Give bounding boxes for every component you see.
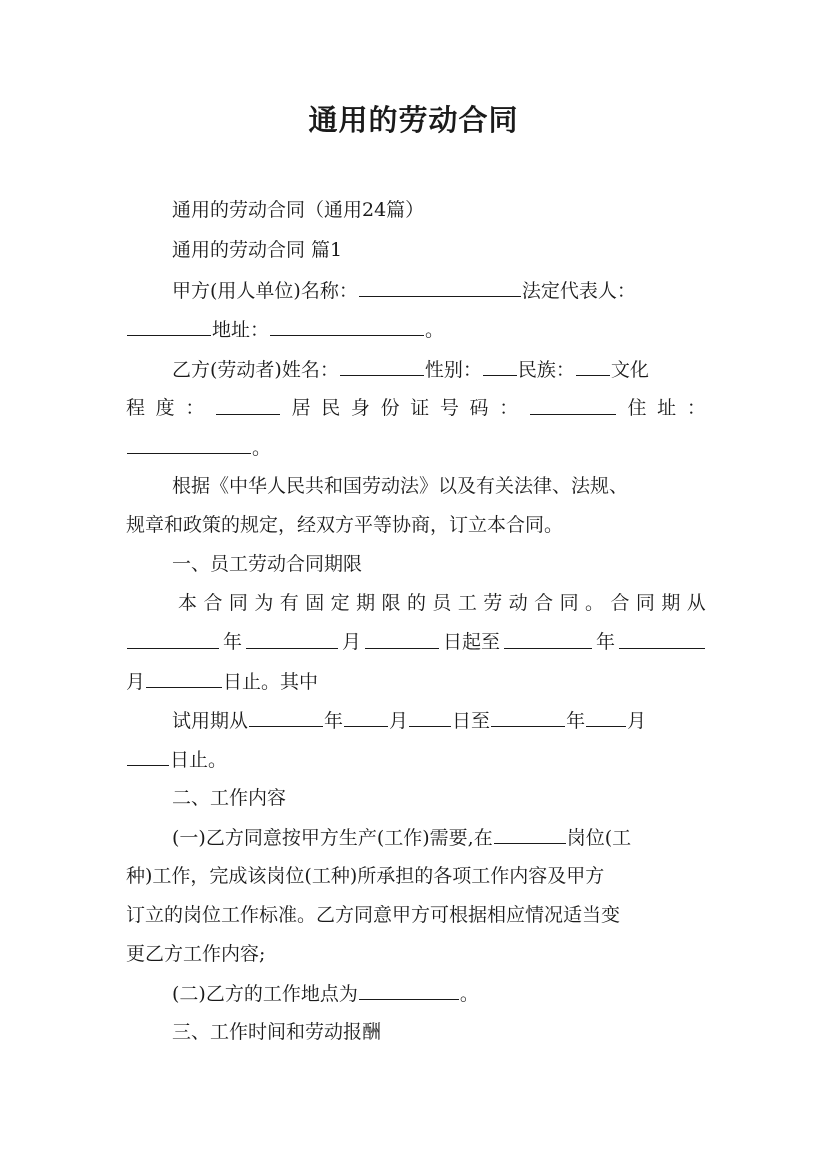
party-a-address-line: [126, 309, 706, 349]
char: 为: [254, 592, 274, 614]
char: 有: [279, 592, 299, 614]
probation-end-month-blank: [586, 700, 626, 727]
char: 固: [305, 592, 325, 614]
end-year-blank: [504, 622, 592, 649]
char: 同: [635, 592, 655, 614]
char: 合: [203, 592, 223, 614]
section-heading-term: 一、员工劳动合同期限: [172, 553, 363, 575]
term-end-line: [126, 661, 706, 701]
term-line-1: [178, 583, 706, 623]
education-label-start: 文化: [610, 359, 649, 381]
char: 限: [381, 592, 401, 614]
char: 本: [178, 592, 198, 614]
char: 动: [508, 592, 528, 614]
term-end-text: 日止。其中: [223, 671, 319, 693]
start-year-blank: [127, 622, 219, 649]
probation-end-text: 日止。: [170, 749, 228, 771]
probation-start-month-blank: [344, 700, 388, 727]
basis-line-1: 根据《中华人民共和国劳动法》以及有关法律、法规、: [172, 475, 629, 497]
until-label: 日至: [452, 710, 491, 732]
period-mark: 。: [252, 437, 272, 459]
section-heading-hours-pay: 三、工作时间和劳动报酬: [172, 1021, 382, 1043]
char: 合: [610, 592, 630, 614]
char: 份: [380, 397, 400, 419]
char: 工: [457, 592, 477, 614]
education-id-line: [126, 388, 706, 428]
char: 劳: [483, 592, 503, 614]
from-until-label: 日起至: [442, 631, 500, 653]
month-label: 月: [126, 671, 146, 693]
work-clause-2: [172, 973, 706, 1013]
work-clause-1-line-3: 订立的岗位工作标准。乙方同意甲方可根据相应情况适当变: [126, 904, 621, 926]
probation-end-line: [126, 739, 706, 779]
residence-line: [126, 427, 706, 467]
residence-blank: [127, 427, 251, 454]
char: ：: [185, 397, 205, 419]
education-blank: [216, 388, 280, 415]
char: 民: [321, 397, 341, 419]
probation-end-year-blank: [491, 700, 565, 727]
char: 期: [661, 592, 681, 614]
contract-subtitle: 通用的劳动合同（通用24篇）: [172, 199, 425, 221]
char: 合: [534, 592, 554, 614]
ethnicity-blank: [576, 349, 610, 376]
gender-label: 性别：: [424, 359, 482, 381]
party-b-name-label: 乙方(劳动者)姓名：: [172, 359, 339, 381]
end-month-blank: [619, 622, 705, 649]
char: 期: [356, 592, 376, 614]
char: 身: [350, 397, 370, 419]
char: 码: [469, 397, 489, 419]
end-day-blank: [146, 661, 222, 688]
year-label: 年: [222, 631, 242, 653]
year-label: 年: [595, 631, 615, 653]
char: ：: [499, 397, 519, 419]
year-label: 年: [566, 710, 586, 732]
document-title: 通用的劳动合同: [308, 103, 519, 137]
period-mark: 。: [459, 983, 479, 1005]
start-day-blank: [365, 622, 439, 649]
char: 程: [126, 397, 146, 419]
party-b-name-blank: [340, 349, 424, 376]
work-location-blank: [359, 973, 459, 1000]
probation-line: [172, 700, 706, 740]
basis-line-2: 规章和政策的规定，经双方平等协商，订立本合同。: [126, 514, 564, 536]
char: 址: [657, 397, 677, 419]
work-clause-text: 岗位(工: [566, 827, 632, 849]
ethnicity-label: 民族：: [517, 359, 575, 381]
char: 员: [432, 592, 452, 614]
work-location-label: (二)乙方的工作地点为: [172, 983, 358, 1005]
address-blank: [270, 309, 424, 336]
month-label: 月: [389, 710, 409, 732]
term-date-line: [126, 622, 706, 662]
char: 度: [155, 397, 175, 419]
probation-label: 试用期从: [172, 710, 249, 732]
char: 的: [406, 592, 426, 614]
char: 。: [585, 592, 605, 614]
work-clause-text: (一)乙方同意按甲方生产(工作)需要,在: [172, 827, 493, 849]
gender-blank: [483, 349, 517, 376]
section-heading-work: 二、工作内容: [172, 787, 287, 809]
work-clause-1-line-2: 种)工作，完成该岗位(工种)所承担的各项工作内容及甲方: [126, 865, 605, 887]
char: 号: [439, 397, 459, 419]
probation-start-day-blank: [409, 700, 451, 727]
month-label: 月: [627, 710, 647, 732]
char: 同: [559, 592, 579, 614]
char: 居: [291, 397, 311, 419]
char: 同: [228, 592, 248, 614]
address-label: 地址：: [212, 319, 270, 341]
legal-rep-blank: [127, 309, 211, 336]
period-mark: 。: [425, 319, 445, 341]
party-a-name-blank: [359, 270, 521, 297]
start-month-blank: [246, 622, 338, 649]
char: ：: [686, 397, 706, 419]
section-heading-part1: 通用的劳动合同 篇1: [172, 239, 343, 261]
party-a-name-line: [172, 270, 706, 310]
legal-rep-label: 法定代表人：: [521, 280, 636, 302]
probation-end-day-blank: [127, 739, 169, 766]
probation-start-year-blank: [249, 700, 323, 727]
char: 从: [686, 592, 706, 614]
position-blank: [494, 817, 566, 844]
char: 证: [410, 397, 430, 419]
month-label: 月: [341, 631, 361, 653]
work-clause-1-line-1: [172, 817, 706, 857]
party-b-line: [172, 349, 706, 389]
year-label: 年: [324, 710, 344, 732]
char: 住: [627, 397, 647, 419]
party-a-name-label: 甲方(用人单位)名称：: [172, 280, 358, 302]
char: 定: [330, 592, 350, 614]
work-clause-1-line-4: 更乙方工作内容;: [126, 943, 266, 965]
id-number-blank: [530, 388, 616, 415]
